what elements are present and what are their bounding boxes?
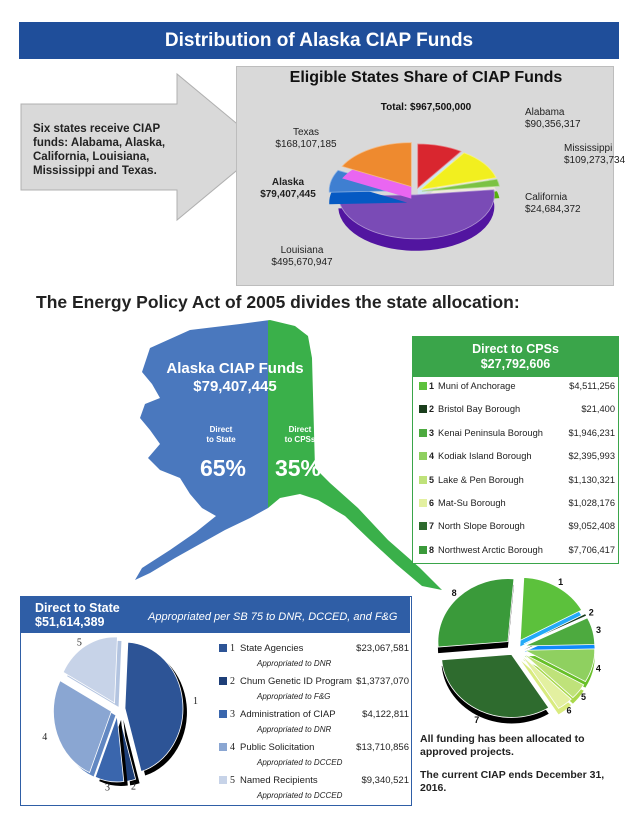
alaska-map-shape xyxy=(130,318,445,593)
legend-note: Appropriated to DNR xyxy=(257,725,332,734)
legend-number: 8 xyxy=(429,544,435,555)
map-state-pct: 65% xyxy=(199,455,247,481)
cps-panel-total: $27,792,606 xyxy=(480,357,551,371)
state-legend-row xyxy=(219,773,409,800)
cps-pie-label-2: 2 xyxy=(588,607,594,618)
legend-swatch xyxy=(419,522,427,530)
states-pie-panel xyxy=(236,66,626,286)
cps-legend-row xyxy=(419,377,615,395)
state-legend-row xyxy=(219,707,409,734)
legend-value: $9,340,521 xyxy=(361,774,409,786)
footer-line-2: The current CIAP ends December 31, 2016. xyxy=(420,769,605,794)
legend-note: Appropriated to DCCED xyxy=(257,758,343,767)
legend-number: 1 xyxy=(429,381,435,391)
legend-value: $1,028,176 xyxy=(568,498,615,508)
legend-value: $4,122,811 xyxy=(362,708,409,720)
state-panel-subtitle: Appropriated per SB 75 to DNR, DCCED, and F&G xyxy=(148,611,398,623)
legend-name: Lake & Pen Borough xyxy=(438,474,524,485)
legend-swatch xyxy=(219,644,227,652)
legend-swatch xyxy=(419,476,427,484)
cps-legend-row xyxy=(419,424,615,442)
state-panel-title-block xyxy=(35,601,120,629)
footer-notes xyxy=(420,733,620,795)
legend-name: State Agencies xyxy=(240,642,304,654)
legend-swatch xyxy=(419,499,427,507)
state-legend-main xyxy=(219,641,409,655)
legend-note: Appropriated to F&G xyxy=(257,692,331,701)
legend-number: 4 xyxy=(230,741,235,753)
map-total: $79,407,445 xyxy=(193,378,277,395)
cps-pie-label-7: 7 xyxy=(474,714,480,725)
legend-name: Chum Genetic ID Program xyxy=(240,675,352,687)
page-banner: Distribution of Alaska CIAP Funds xyxy=(19,22,619,59)
cps-legend-row xyxy=(419,541,615,559)
states-pie-total: Total: $967,500,000 xyxy=(380,102,472,113)
map-cps-pct: 35% xyxy=(274,455,322,481)
state-pie-chart xyxy=(23,633,219,805)
state-legend-main xyxy=(219,773,409,787)
legend-number: 2 xyxy=(230,675,235,687)
state-pie-label-2: 2 xyxy=(130,781,136,793)
states-pie-label-alaska: Alaska $79,407,445 xyxy=(260,177,316,200)
legend-number: 7 xyxy=(429,521,435,532)
state-legend-row xyxy=(219,674,409,701)
legend-value: $21,400 xyxy=(581,404,615,415)
states-pie-label-texas: Texas $168,107,185 xyxy=(275,127,337,150)
cps-pie-label-3: 3 xyxy=(596,625,602,636)
legend-name: Mat-Su Borough xyxy=(438,498,506,508)
map-state-label: Direct to State xyxy=(206,425,236,444)
state-panel-header xyxy=(21,597,410,633)
state-legend-main xyxy=(219,707,409,721)
act-heading: The Energy Policy Act of 2005 divides the state allocation: xyxy=(36,292,520,312)
legend-value: $9,052,408 xyxy=(568,521,615,532)
legend-number: 4 xyxy=(429,451,435,462)
legend-swatch xyxy=(419,452,427,460)
cps-panel-title: Direct to CPSs xyxy=(472,342,559,356)
cps-legend-row xyxy=(419,517,615,535)
legend-value: $7,706,417 xyxy=(568,544,615,555)
cps-legend-row xyxy=(419,447,615,465)
legend-value: $2,395,993 xyxy=(568,451,615,462)
states-pie-title: Eligible States Share of CIAP Funds xyxy=(289,69,563,86)
state-panel-title: Direct to State xyxy=(35,601,120,615)
legend-number: 3 xyxy=(429,427,435,438)
legend-name: Kodiak Island Borough xyxy=(438,451,532,462)
states-pie-label-california: California $24,684,372 xyxy=(525,192,581,215)
cps-pie-chart xyxy=(420,560,620,730)
legend-swatch xyxy=(419,405,427,413)
cps-panel-header xyxy=(413,337,618,377)
state-pie-label-4: 4 xyxy=(42,731,48,743)
legend-swatch xyxy=(219,776,227,784)
legend-name: Kenai Peninsula Borough xyxy=(438,427,543,438)
map-title: Alaska CIAP Funds xyxy=(166,360,304,377)
legend-number: 5 xyxy=(429,474,435,485)
states-pie-chart xyxy=(237,67,626,287)
states-pie-label-alabama: Alabama $90,356,317 xyxy=(525,107,581,130)
legend-number: 5 xyxy=(230,774,235,786)
cps-pie-label-4: 4 xyxy=(595,663,601,674)
states-pie-label-mississippi: Mississippi $109,273,734 xyxy=(564,143,626,166)
legend-note: Appropriated to DCCED xyxy=(257,791,343,800)
legend-value: $4,511,256 xyxy=(569,381,615,391)
legend-name: North Slope Borough xyxy=(438,521,525,532)
cps-pie-label-1: 1 xyxy=(558,576,564,587)
cps-legend-row xyxy=(419,494,615,512)
state-legend-main xyxy=(219,674,409,688)
legend-name: Public Solicitation xyxy=(240,741,315,753)
state-pie-slice-1 xyxy=(125,642,187,775)
state-pie-label-1: 1 xyxy=(192,695,198,707)
state-pie-label-3: 3 xyxy=(105,782,111,794)
legend-swatch xyxy=(419,429,427,437)
legend-number: 2 xyxy=(429,404,435,415)
cps-panel xyxy=(412,336,619,564)
legend-name: Administration of CIAP xyxy=(240,708,336,720)
legend-swatch xyxy=(219,677,227,685)
state-pie-label-5: 5 xyxy=(76,637,82,649)
legend-value: $1,130,321 xyxy=(568,474,615,485)
legend-number: 1 xyxy=(230,642,235,654)
legend-value: $23,067,581 xyxy=(356,642,409,654)
legend-name: Northwest Arctic Borough xyxy=(438,544,543,555)
cps-pie-label-5: 5 xyxy=(581,691,587,702)
states-pie-label-louisiana: Louisiana $495,670,947 xyxy=(271,245,333,268)
state-legend-main xyxy=(219,740,409,754)
state-legend-row xyxy=(219,641,409,668)
cps-pie-label-6: 6 xyxy=(566,705,572,716)
legend-name: Muni of Anchorage xyxy=(438,381,516,391)
state-panel-total: $51,614,389 xyxy=(35,615,105,629)
legend-name: Named Recipients xyxy=(240,774,318,786)
legend-swatch xyxy=(419,382,427,390)
states-callout-text: Six states receive CIAP funds: Alabama, Alaska, California, Louisiana, Mississippi and Texas. xyxy=(33,123,166,177)
legend-note: Appropriated to DNR xyxy=(257,659,332,668)
legend-swatch xyxy=(219,710,227,718)
legend-value: $1,946,231 xyxy=(568,427,615,438)
legend-name: Bristol Bay Borough xyxy=(438,404,521,415)
legend-number: 3 xyxy=(230,708,235,720)
legend-swatch xyxy=(419,546,427,554)
alaska-map xyxy=(130,318,445,593)
cps-pie-label-8: 8 xyxy=(451,588,457,599)
cps-legend-row xyxy=(419,400,615,418)
cps-legend-row xyxy=(419,471,615,489)
legend-swatch xyxy=(219,743,227,751)
legend-value: $1,3737,070 xyxy=(356,675,409,687)
cps-pie-slice-8 xyxy=(438,579,514,653)
state-legend-row xyxy=(219,740,409,767)
state-panel xyxy=(20,596,412,806)
legend-number: 6 xyxy=(429,498,435,508)
footer-line-1: All funding has been allocated to approved projects. xyxy=(420,733,585,758)
legend-value: $13,710,856 xyxy=(356,741,409,753)
states-callout-arrow xyxy=(19,72,269,222)
map-cps-label: Direct to CPSs xyxy=(284,425,316,444)
